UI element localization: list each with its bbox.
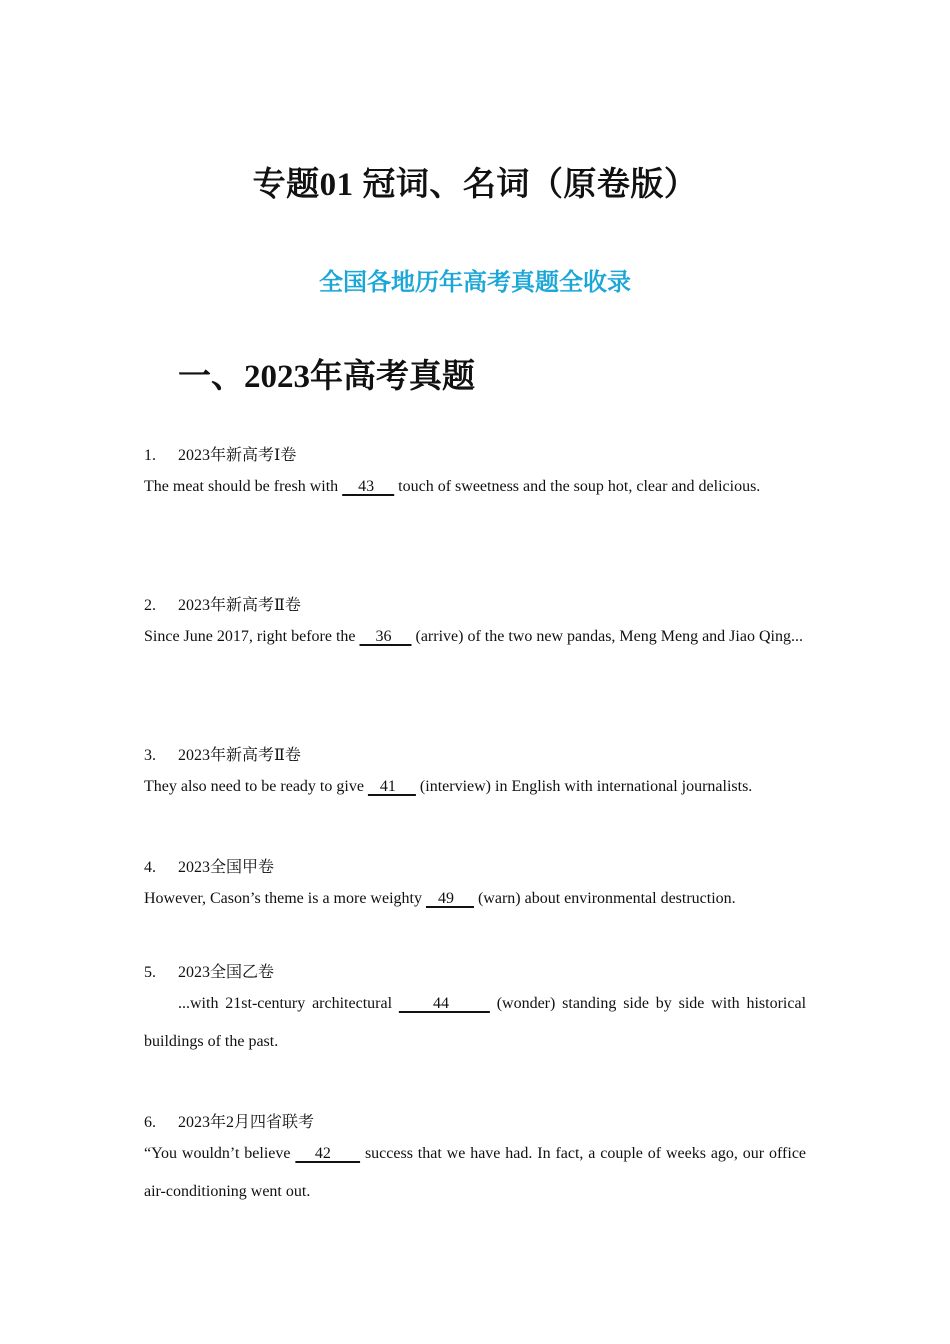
question-header (144, 1112, 806, 1134)
question-item (144, 1112, 806, 1211)
question-source: 2023全国乙卷 (178, 964, 275, 981)
question-number: 1. (144, 447, 156, 464)
question-item (144, 445, 806, 506)
question-text (144, 468, 806, 506)
question-text (144, 768, 806, 806)
page-subtitle: 全国各地历年高考真题全收录 (319, 270, 631, 296)
text-after-blank: (interview) in English with international journalists. (415, 778, 753, 795)
text-before-blank: “You wouldn’t believe (144, 1145, 296, 1162)
page-title: 专题01 冠词、名词（原卷版） (252, 167, 698, 203)
question-text (144, 985, 806, 1061)
question-number: 3. (144, 747, 156, 764)
question-header (144, 962, 806, 984)
answer-blank: 44 (398, 995, 490, 1012)
question-item (144, 595, 806, 656)
answer-blank: 42 (295, 1145, 361, 1162)
text-after-blank: (arrive) of the two new pandas, Meng Meng and Jiao Qing... (411, 628, 803, 645)
question-source: 2023年新高考Ⅰ卷 (178, 447, 297, 464)
text-after-blank: success that we have had. In fact, a couple of weeks ago, our office air-conditioning went out. (144, 1145, 807, 1200)
question-item (144, 745, 806, 806)
question-number: 6. (144, 1114, 156, 1131)
question-source: 2023年2月四省联考 (178, 1114, 315, 1131)
question-number: 4. (144, 859, 156, 876)
question-text (144, 618, 806, 656)
question-source: 2023全国甲卷 (178, 859, 275, 876)
text-before-blank: The meat should be fresh with (144, 478, 343, 495)
text-before-blank: ...with 21st-century architectural (178, 995, 399, 1012)
question-header (144, 445, 806, 467)
question-header (144, 857, 806, 879)
question-header (144, 595, 806, 617)
text-before-blank: Since June 2017, right before the (144, 628, 360, 645)
question-number: 2. (144, 597, 156, 614)
question-item (144, 857, 806, 918)
question-header (144, 745, 806, 767)
text-after-blank: (warn) about environmental destruction. (473, 890, 736, 907)
question-text (144, 880, 806, 918)
text-after-blank: touch of sweetness and the soup hot, clear and delicious. (394, 478, 761, 495)
text-before-blank: However, Cason’s theme is a more weighty (144, 890, 426, 907)
text-after-blank: (wonder) standing side by side with historical buildings of the past. (144, 995, 807, 1050)
section-heading: 一、2023年高考真题 (178, 359, 475, 395)
answer-blank: 41 (367, 778, 416, 795)
answer-blank: 43 (342, 478, 395, 495)
question-source: 2023年新高考Ⅱ卷 (178, 597, 301, 614)
question-source: 2023年新高考Ⅱ卷 (178, 747, 301, 764)
answer-blank: 49 (425, 890, 474, 907)
answer-blank: 36 (359, 628, 412, 645)
question-number: 5. (144, 964, 156, 981)
text-before-blank: They also need to be ready to give (144, 778, 368, 795)
question-text (144, 1135, 806, 1211)
question-item (144, 962, 806, 1061)
